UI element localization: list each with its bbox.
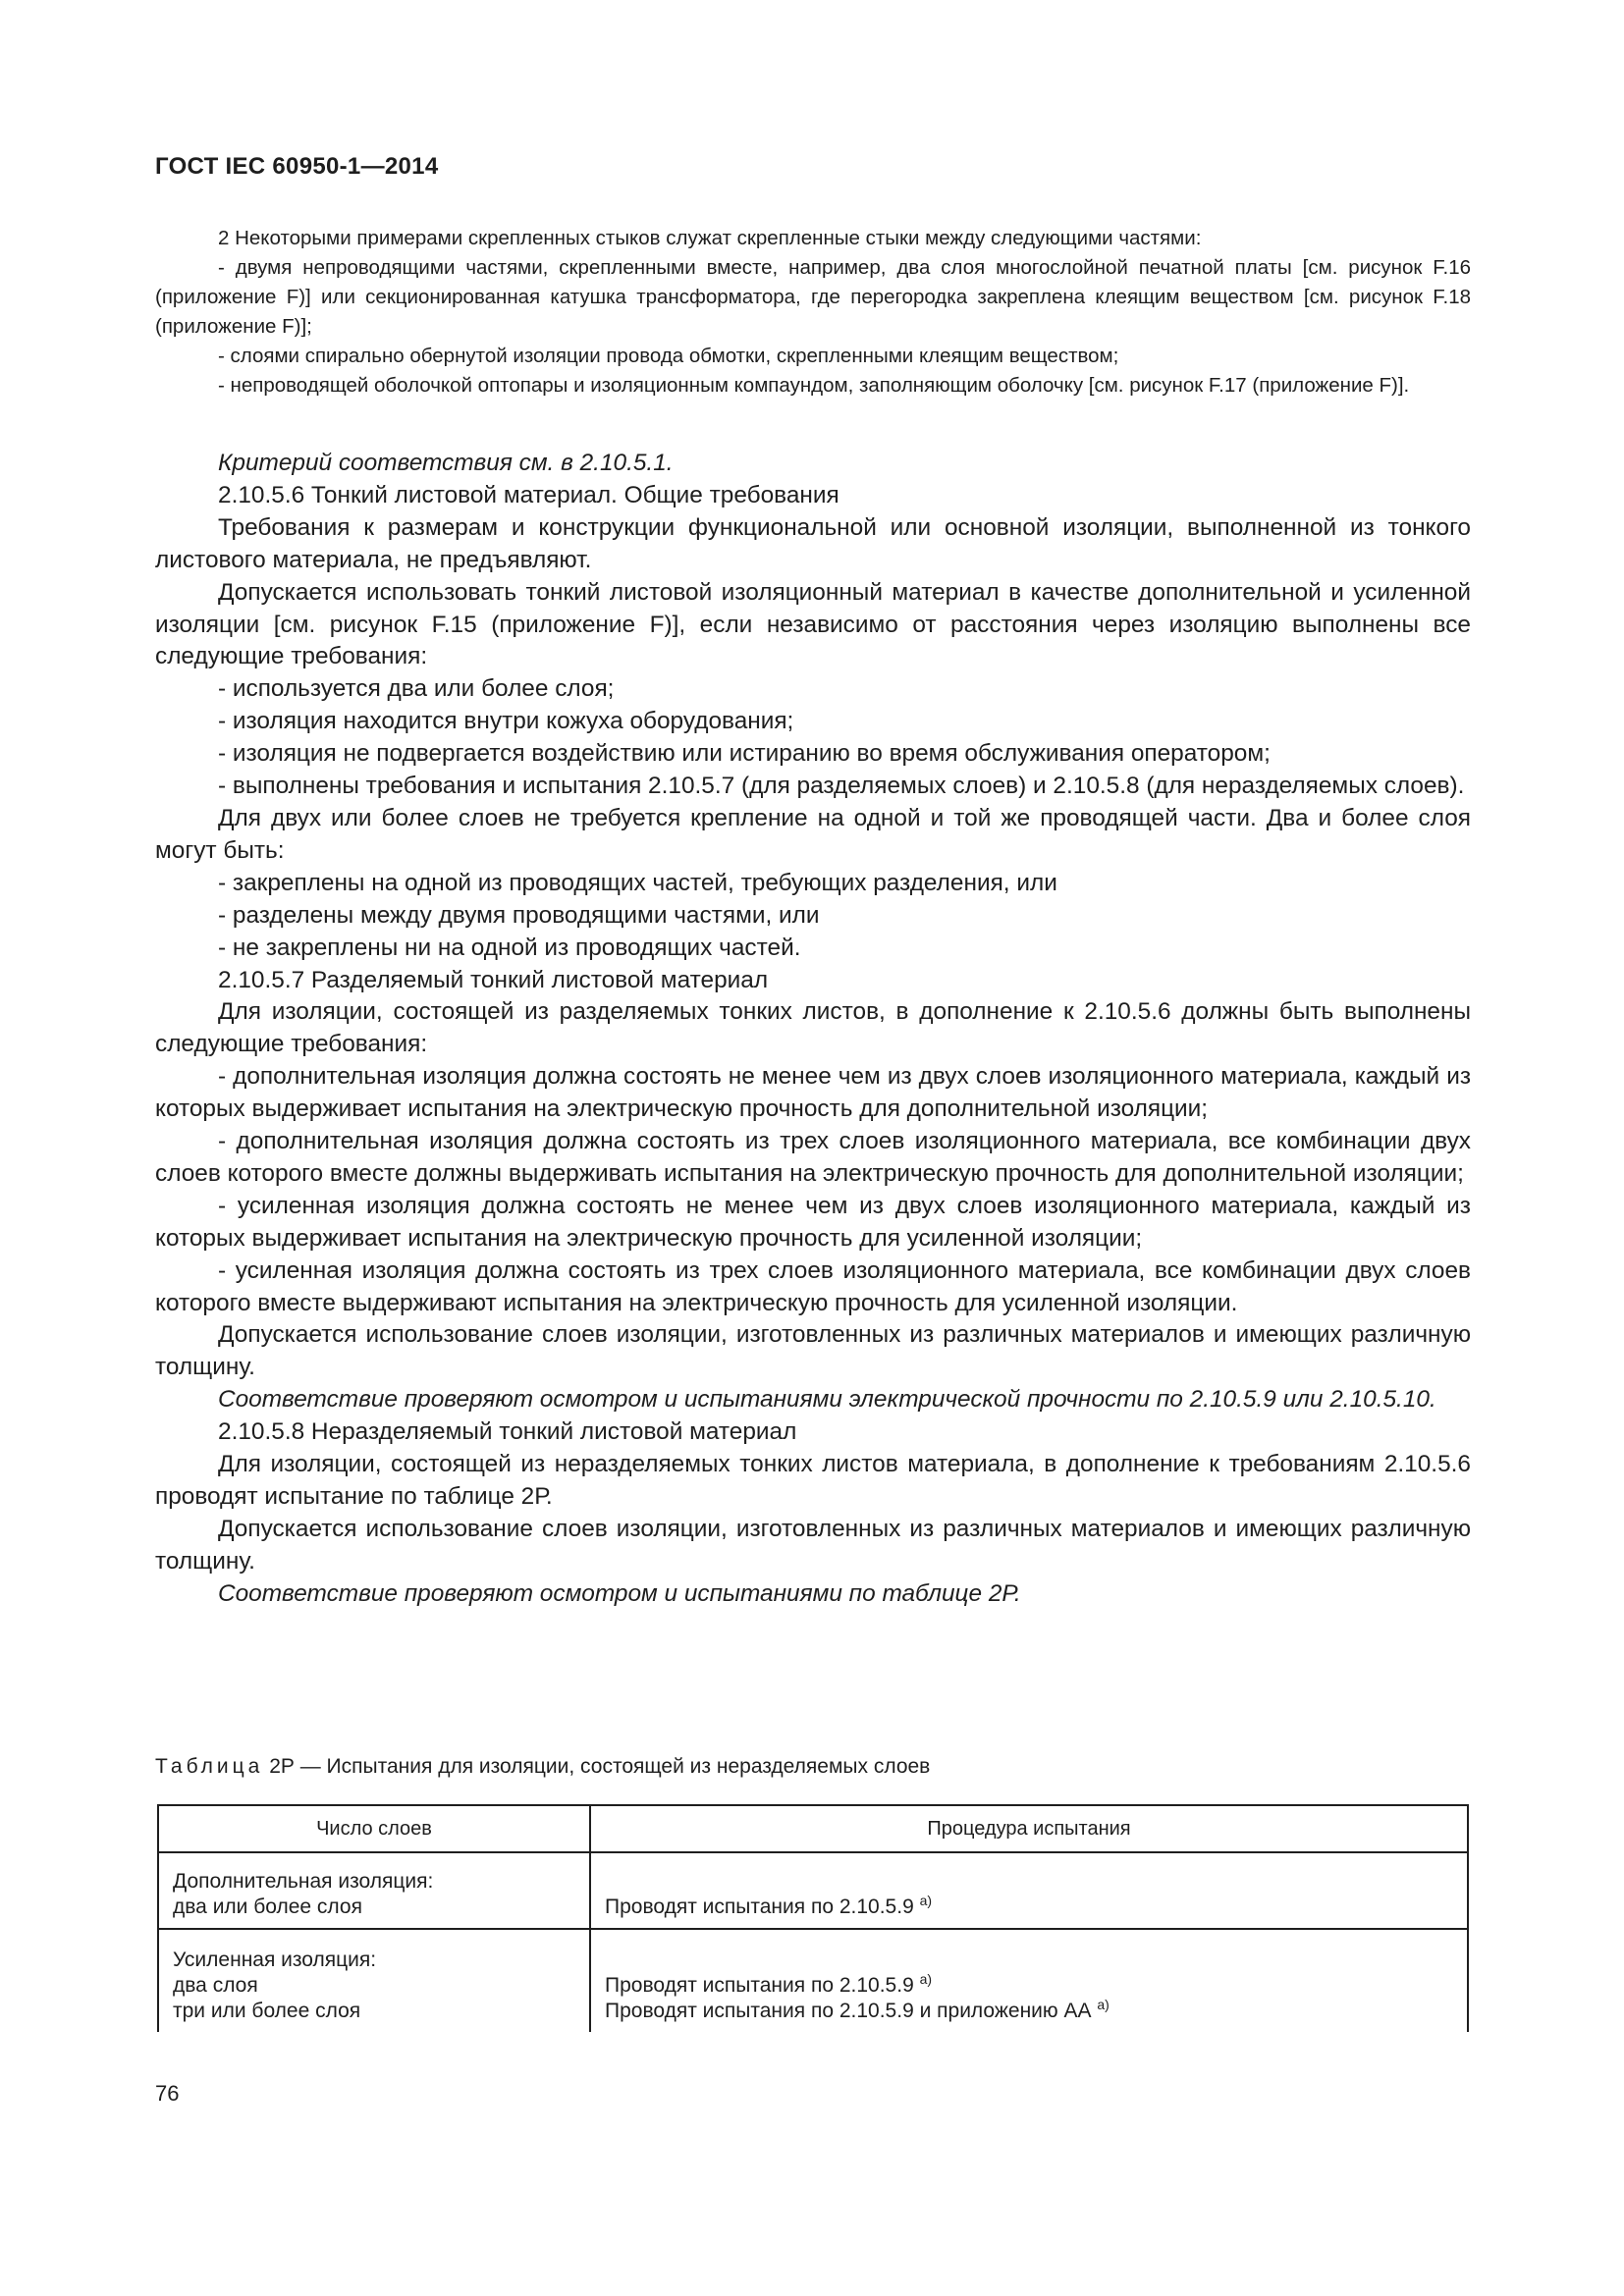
body-text bbox=[155, 448, 1471, 1611]
table-caption bbox=[155, 1752, 930, 1782]
list-item: - изоляция находится внутри кожуха оборудования; bbox=[218, 708, 794, 735]
cell-line: Дополнительная изоляция: bbox=[173, 1870, 434, 1893]
table-cell bbox=[158, 1929, 590, 2032]
cell-text: Проводят испытания по 2.10.5.9 bbox=[605, 1896, 914, 1918]
table-cell bbox=[158, 1852, 590, 1929]
list-item: - выполнены требования и испытания 2.10.5.7 (для разделяемых слоев) и 2.10.5.8 (для неразделяемых слоев). bbox=[218, 773, 1465, 800]
section-heading-2-10-5-6: 2.10.5.6 Тонкий листовой материал. Общие требования bbox=[218, 481, 839, 508]
footnote-ref: а) bbox=[919, 1893, 933, 1908]
compliance-check: Соответствие проверяют осмотром и испытаниями электрической прочности по 2.10.5.9 или 2.10.5.10. bbox=[218, 1386, 1436, 1414]
page-number: 76 bbox=[155, 2081, 180, 2106]
document-header: ГОСТ IEC 60950-1—2014 bbox=[155, 153, 439, 180]
table-caption-text: 2Р — Испытания для изоляции, состоящей из неразделяемых слоев bbox=[269, 1755, 931, 1778]
column-header-layers: Число слоев bbox=[158, 1805, 590, 1852]
paragraph: Для двух или более слоев не требуется крепление на одной и той же проводящей части. Два и более слоя могут быть: bbox=[155, 804, 1471, 864]
compliance-criterion: Критерий соответствия см. в 2.10.5.1. bbox=[218, 450, 674, 476]
section-heading-2-10-5-7: 2.10.5.7 Разделяемый тонкий листовой материал bbox=[218, 966, 769, 993]
cell-text: Проводят испытания по 2.10.5.9 и приложению АА bbox=[605, 2000, 1092, 2022]
note-paragraph: - слоями спирально обернутой изоляции провода обмотки, скрепленными клеящим веществом; bbox=[218, 345, 1119, 367]
compliance-check: Соответствие проверяют осмотром и испытаниями по таблице 2Р. bbox=[218, 1579, 1021, 1607]
note-paragraph: 2 Некоторыми примерами скрепленных стыков служат скрепленные стыки между следующими частями: bbox=[218, 227, 1202, 249]
list-item: - разделены между двумя проводящими частями, или bbox=[218, 901, 820, 929]
table-2p bbox=[157, 1804, 1469, 2032]
cell-line: два или более слоя bbox=[173, 1896, 362, 1918]
paragraph: Для изоляции, состоящей из неразделяемых тонких листов материала, в дополнение к требованиям 2.10.5.6 проводят испытание по таблице 2Р. bbox=[155, 1451, 1471, 1510]
cell-line bbox=[605, 1895, 1453, 1920]
paragraph: Допускается использовать тонкий листовой изоляционный материал в качестве дополнительной и усиленной изоляции [см. рисунок F.15 (приложение F)], если независимо от расстояния через изоляцию выполнены все следующие требования: bbox=[155, 578, 1471, 670]
cell-line: три или более слоя bbox=[173, 2000, 361, 2022]
table-caption-label: Таблица bbox=[155, 1755, 264, 1778]
footnote-ref: а) bbox=[919, 1971, 933, 1987]
list-item: - усиленная изоляция должна состоять из трех слоев изоляционного материала, все комбинации двух слоев которого вместе выдерживают испытания на электрическую прочность для усиленной изоляции. bbox=[155, 1256, 1471, 1316]
cell-line bbox=[605, 1999, 1453, 2024]
cell-line: Усиленная изоляция: bbox=[173, 1949, 377, 1971]
section-heading-2-10-5-8: 2.10.5.8 Неразделяемый тонкий листовой материал bbox=[218, 1418, 797, 1446]
note-block bbox=[155, 224, 1471, 400]
list-item: - закреплены на одной из проводящих частей, требующих разделения, или bbox=[218, 869, 1057, 896]
table-cell bbox=[590, 1852, 1468, 1929]
paragraph: Требования к размерам и конструкции функциональной или основной изоляции, выполненной из тонкого листового материала, не предъявляют. bbox=[155, 513, 1471, 573]
list-item: - дополнительная изоляция должна состоять из трех слоев изоляционного материала, все комбинации двух слоев которого вместе должны выдерживать испытания на электрическую прочность для дополнительной изоляции; bbox=[155, 1128, 1471, 1187]
paragraph: Для изоляции, состоящей из разделяемых тонких листов, в дополнение к 2.10.5.6 должны быть выполнены следующие требования: bbox=[155, 998, 1471, 1058]
list-item: - не закреплены ни на одной из проводящих частей. bbox=[218, 934, 801, 961]
cell-text: Проводят испытания по 2.10.5.9 bbox=[605, 1974, 914, 1997]
note-paragraph: - непроводящей оболочкой оптопары и изоляционным компаундом, заполняющим оболочку [см. рисунок F.17 (приложение F)]. bbox=[218, 374, 1410, 397]
cell-line: два слоя bbox=[173, 1974, 258, 1997]
list-item: - усиленная изоляция должна состоять не менее чем из двух слоев изоляционного материала, каждый из которых выдерживает испытания на электрическую прочность для усиленной изоляции; bbox=[155, 1192, 1471, 1252]
note-paragraph: - двумя непроводящими частями, скрепленными вместе, например, два слоя многослойной печатной платы [см. рисунок F.16 (приложение F)] или секционированная катушка трансформатора, где перегородка закреплена клеящим веществом [см. рисунок F.18 (приложение F)]; bbox=[155, 256, 1471, 338]
table-row bbox=[158, 1852, 1468, 1929]
footnote-ref: а) bbox=[1097, 1997, 1110, 2012]
list-item: - изоляция не подвергается воздействию или истиранию во время обслуживания оператором; bbox=[218, 740, 1271, 768]
table-cell bbox=[590, 1929, 1468, 2032]
table-row bbox=[158, 1929, 1468, 2032]
list-item: - дополнительная изоляция должна состоять не менее чем из двух слоев изоляционного материала, каждый из которых выдерживает испытания на электрическую прочность для дополнительной изоляции; bbox=[155, 1063, 1471, 1123]
list-item: - используется два или более слоя; bbox=[218, 675, 615, 703]
column-header-procedure: Процедура испытания bbox=[590, 1805, 1468, 1852]
paragraph: Допускается использование слоев изоляции, изготовленных из различных материалов и имеющих различную толщину. bbox=[155, 1515, 1471, 1575]
cell-line bbox=[605, 1973, 1453, 1999]
paragraph: Допускается использование слоев изоляции, изготовленных из различных материалов и имеющих различную толщину. bbox=[155, 1321, 1471, 1381]
